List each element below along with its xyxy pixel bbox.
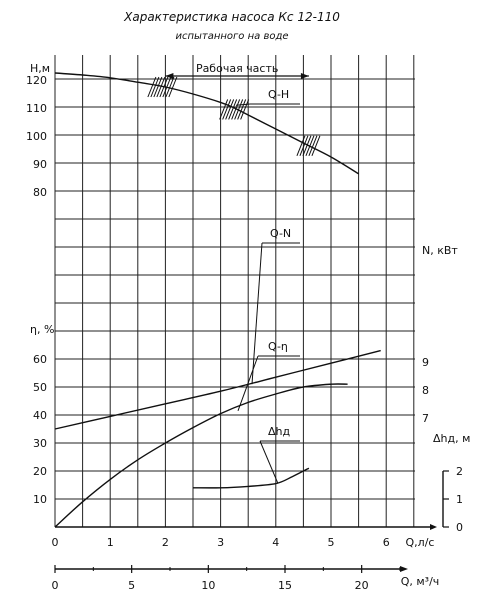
x2-tick-label: 15 — [278, 579, 292, 592]
working-zone-arrow-right — [301, 73, 309, 79]
dh-tick-label: 2 — [456, 465, 463, 478]
eta-tick-label: 50 — [33, 381, 47, 394]
n-tick-label: 9 — [422, 355, 429, 369]
x2-tick-label: 10 — [201, 579, 216, 592]
eta-tick-label: 60 — [33, 353, 47, 366]
series-labels — [236, 88, 300, 484]
working-zone-label: Рабочая часть — [195, 62, 279, 75]
h-tick-label: 100 — [26, 130, 47, 143]
x-tick-label: 1 — [106, 536, 114, 549]
q2-axis-arrow — [400, 566, 408, 572]
series-label: Q-N — [270, 227, 292, 240]
x2-tick-label: 0 — [51, 579, 59, 592]
n-axis-label: N, кВт — [422, 244, 458, 257]
working-zone-arrow-left — [165, 73, 173, 79]
chart-grid — [55, 55, 415, 527]
h-tick-label: 120 — [26, 74, 47, 87]
chart-subtitle: испытанного на воде — [175, 31, 289, 42]
series-label: Δhд — [268, 425, 291, 438]
q-axis-arrow — [430, 524, 437, 530]
working-zone — [148, 62, 320, 156]
label-leader-line — [252, 243, 262, 384]
x-tick-label: 3 — [217, 536, 225, 549]
series-label: Q-H — [268, 88, 290, 101]
n-tick-label: 7 — [422, 411, 429, 425]
h-tick-label: 90 — [33, 158, 47, 171]
x-axis-label: Q,л/с — [405, 536, 435, 549]
eta-tick-label: 40 — [33, 409, 47, 422]
eta-tick-label: 20 — [33, 465, 47, 478]
eta-axis-label: η, % — [30, 323, 55, 336]
n-tick-label: 8 — [422, 383, 429, 397]
x-tick-label: 2 — [161, 536, 169, 549]
eta-tick-label: 30 — [33, 437, 47, 450]
chart-title: Характеристика насоса Кс 12-110 — [124, 10, 340, 24]
q-h-curve — [55, 73, 359, 174]
dh-axis-label: Δhд, м — [433, 432, 471, 445]
q-n-curve — [55, 351, 381, 429]
x-tick-label: 4 — [272, 536, 280, 549]
x2-axis-label: Q, м³/ч — [400, 575, 440, 588]
h-tick-label: 80 — [33, 186, 47, 199]
dh-tick-label: 0 — [456, 521, 463, 534]
h-axis-label: Н,м — [30, 62, 51, 75]
x2-tick-label: 20 — [354, 579, 369, 592]
x2-tick-label: 5 — [128, 579, 136, 592]
x-tick-label: 0 — [51, 536, 59, 549]
series-lines — [55, 73, 381, 527]
x-tick-label: 6 — [382, 536, 390, 549]
series-label: Q-η — [268, 340, 288, 353]
eta-tick-label: 10 — [33, 493, 47, 506]
dh-tick-label: 1 — [456, 493, 463, 506]
h-tick-label: 110 — [26, 102, 47, 115]
x-tick-label: 5 — [327, 536, 335, 549]
